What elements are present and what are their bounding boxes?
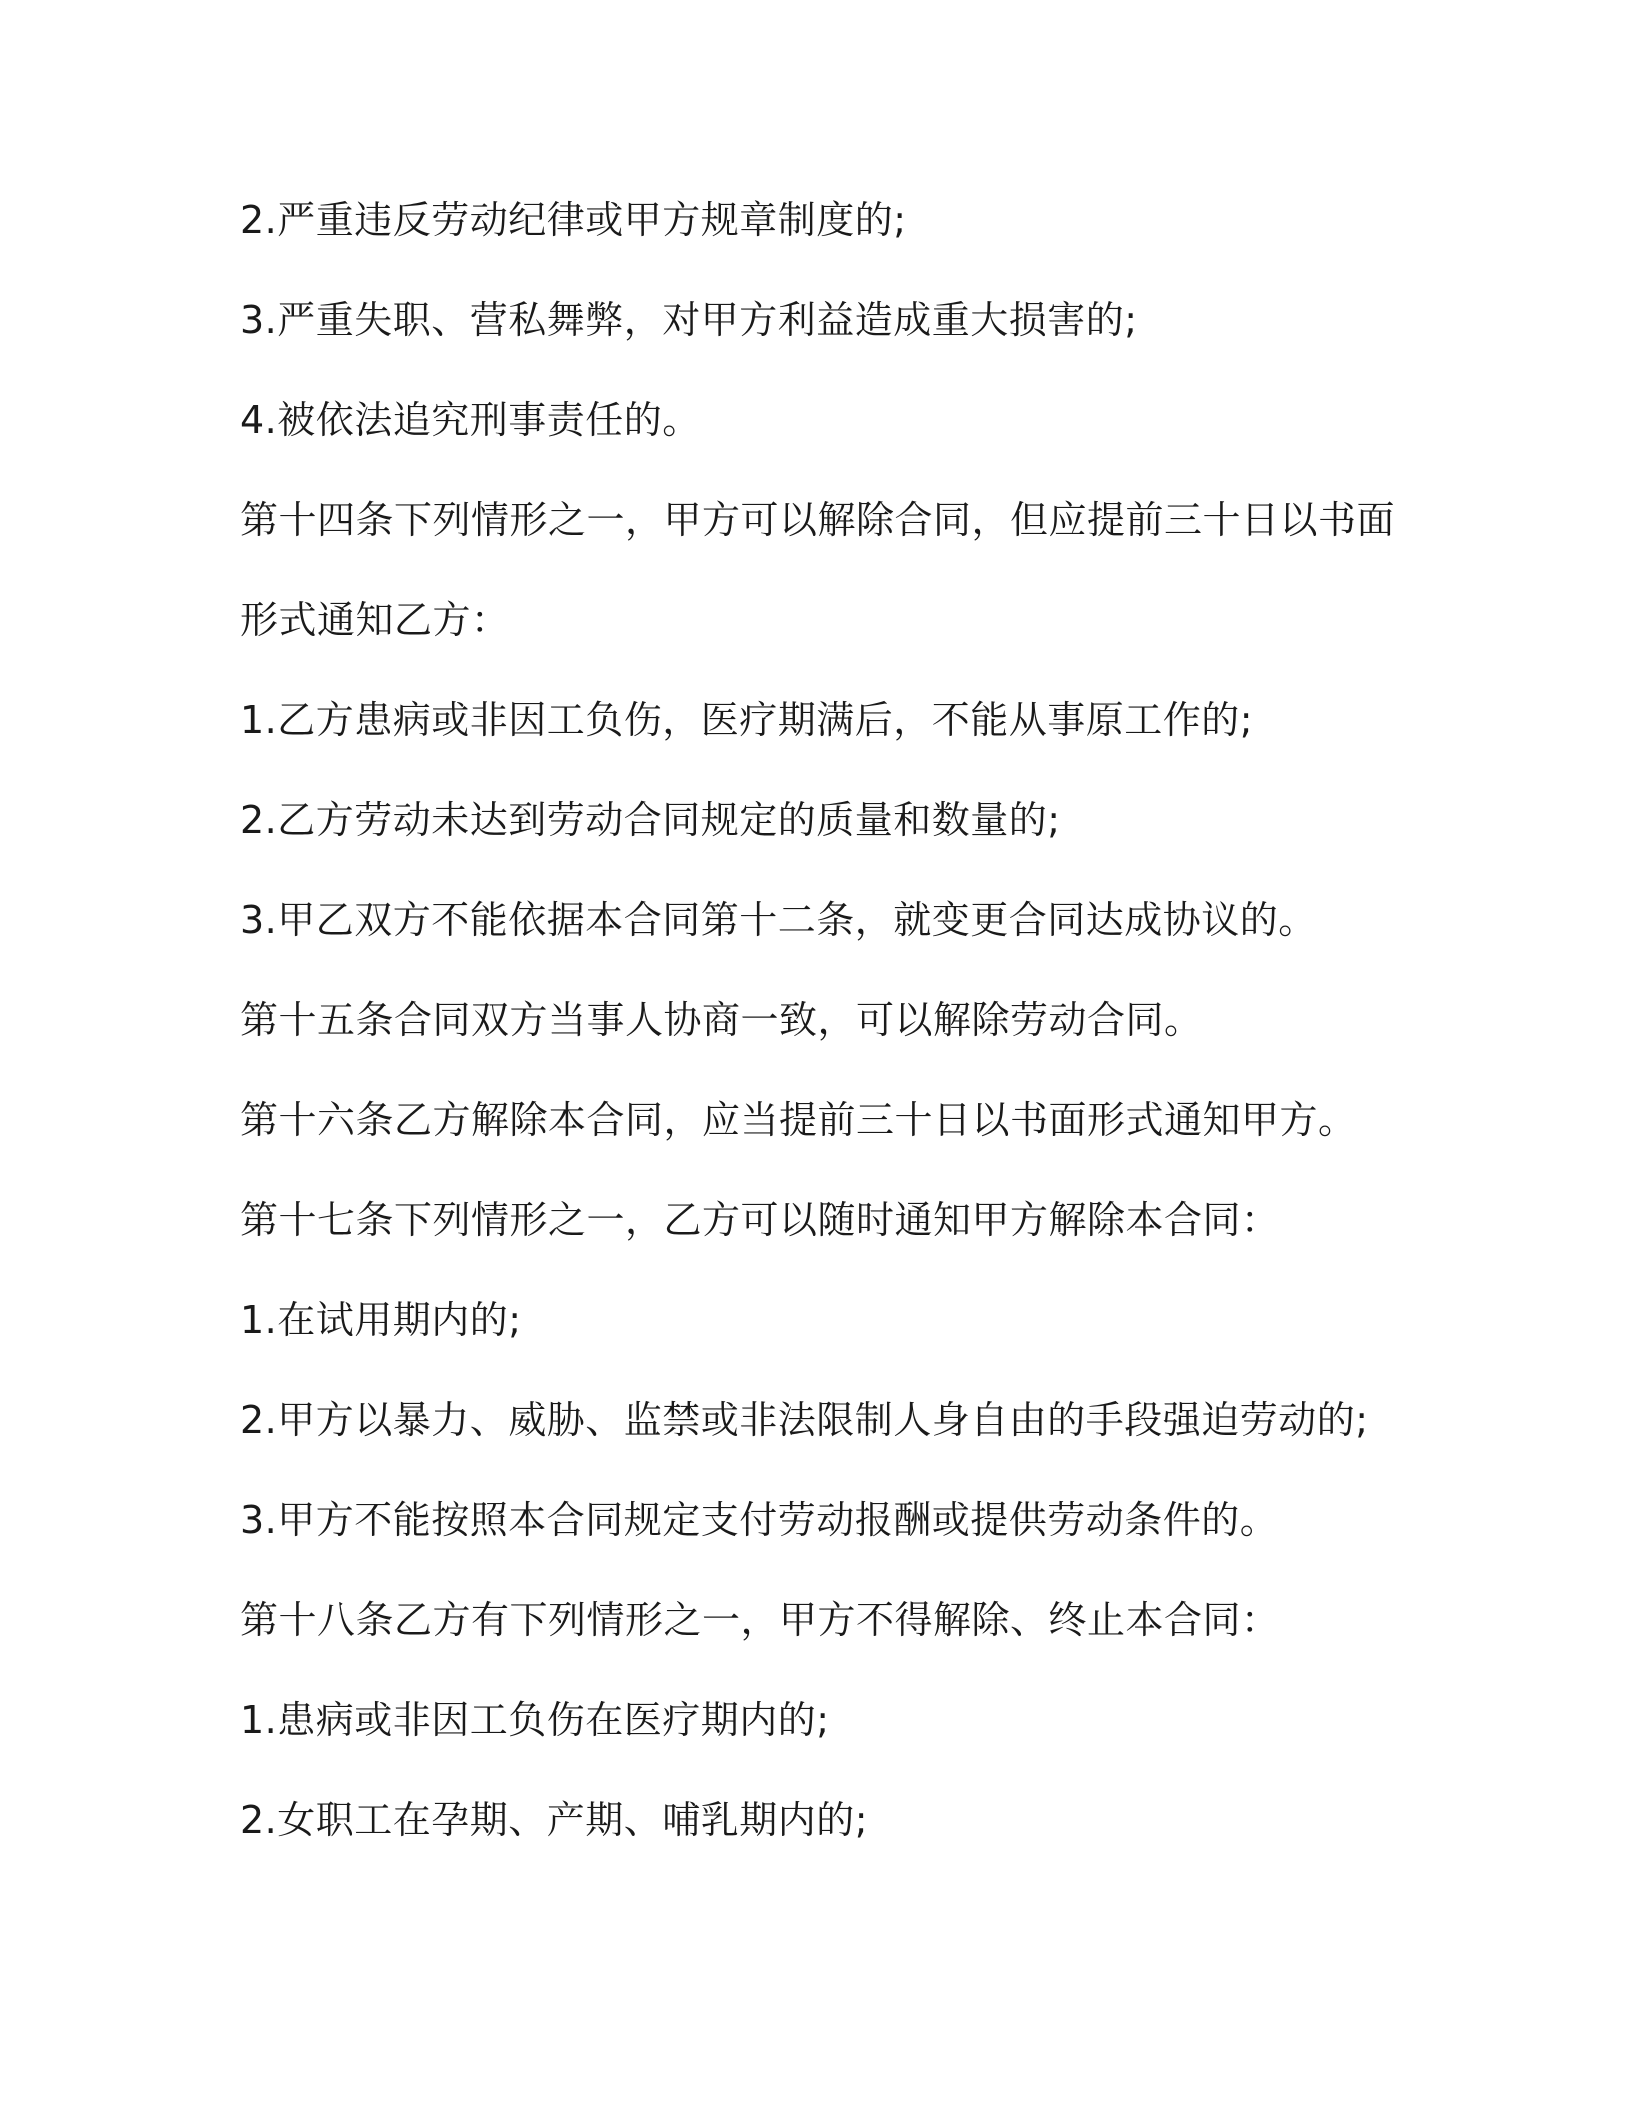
text-line: 3.甲乙双方不能依据本合同第十二条，就变更合同达成协议的。: [240, 898, 1317, 942]
text-line: 第十四条下列情形之一，甲方可以解除合同，但应提前三十日以书面: [240, 498, 1396, 542]
text-line: 2.严重违反劳动纪律或甲方规章制度的;: [240, 198, 907, 242]
text-line: 形式通知乙方：: [240, 598, 510, 642]
text-line: 4.被依法追究刑事责任的。: [240, 398, 701, 442]
text-line: 2.女职工在孕期、产期、哺乳期内的;: [240, 1798, 869, 1842]
text-line: 2.甲方以暴力、威胁、监禁或非法限制人身自由的手段强迫劳动的;: [240, 1398, 1369, 1442]
text-line: 1.在试用期内的;: [240, 1298, 522, 1342]
text-line: 第十七条下列情形之一，乙方可以随时通知甲方解除本合同：: [240, 1198, 1280, 1242]
text-line: 1.患病或非因工负伤在医疗期内的;: [240, 1698, 830, 1742]
text-line: 3.甲方不能按照本合同规定支付劳动报酬或提供劳动条件的。: [240, 1498, 1279, 1542]
text-line: 第十六条乙方解除本合同，应当提前三十日以书面形式通知甲方。: [240, 1098, 1357, 1142]
text-line: 第十八条乙方有下列情形之一，甲方不得解除、终止本合同：: [240, 1598, 1280, 1642]
text-line: 第十五条合同双方当事人协商一致，可以解除劳动合同。: [240, 998, 1203, 1042]
text-line: 3.严重失职、营私舞弊，对甲方利益造成重大损害的;: [240, 298, 1138, 342]
text-line: 2.乙方劳动未达到劳动合同规定的质量和数量的;: [240, 798, 1061, 842]
text-line: 1.乙方患病或非因工负伤，医疗期满后，不能从事原工作的;: [240, 698, 1254, 742]
